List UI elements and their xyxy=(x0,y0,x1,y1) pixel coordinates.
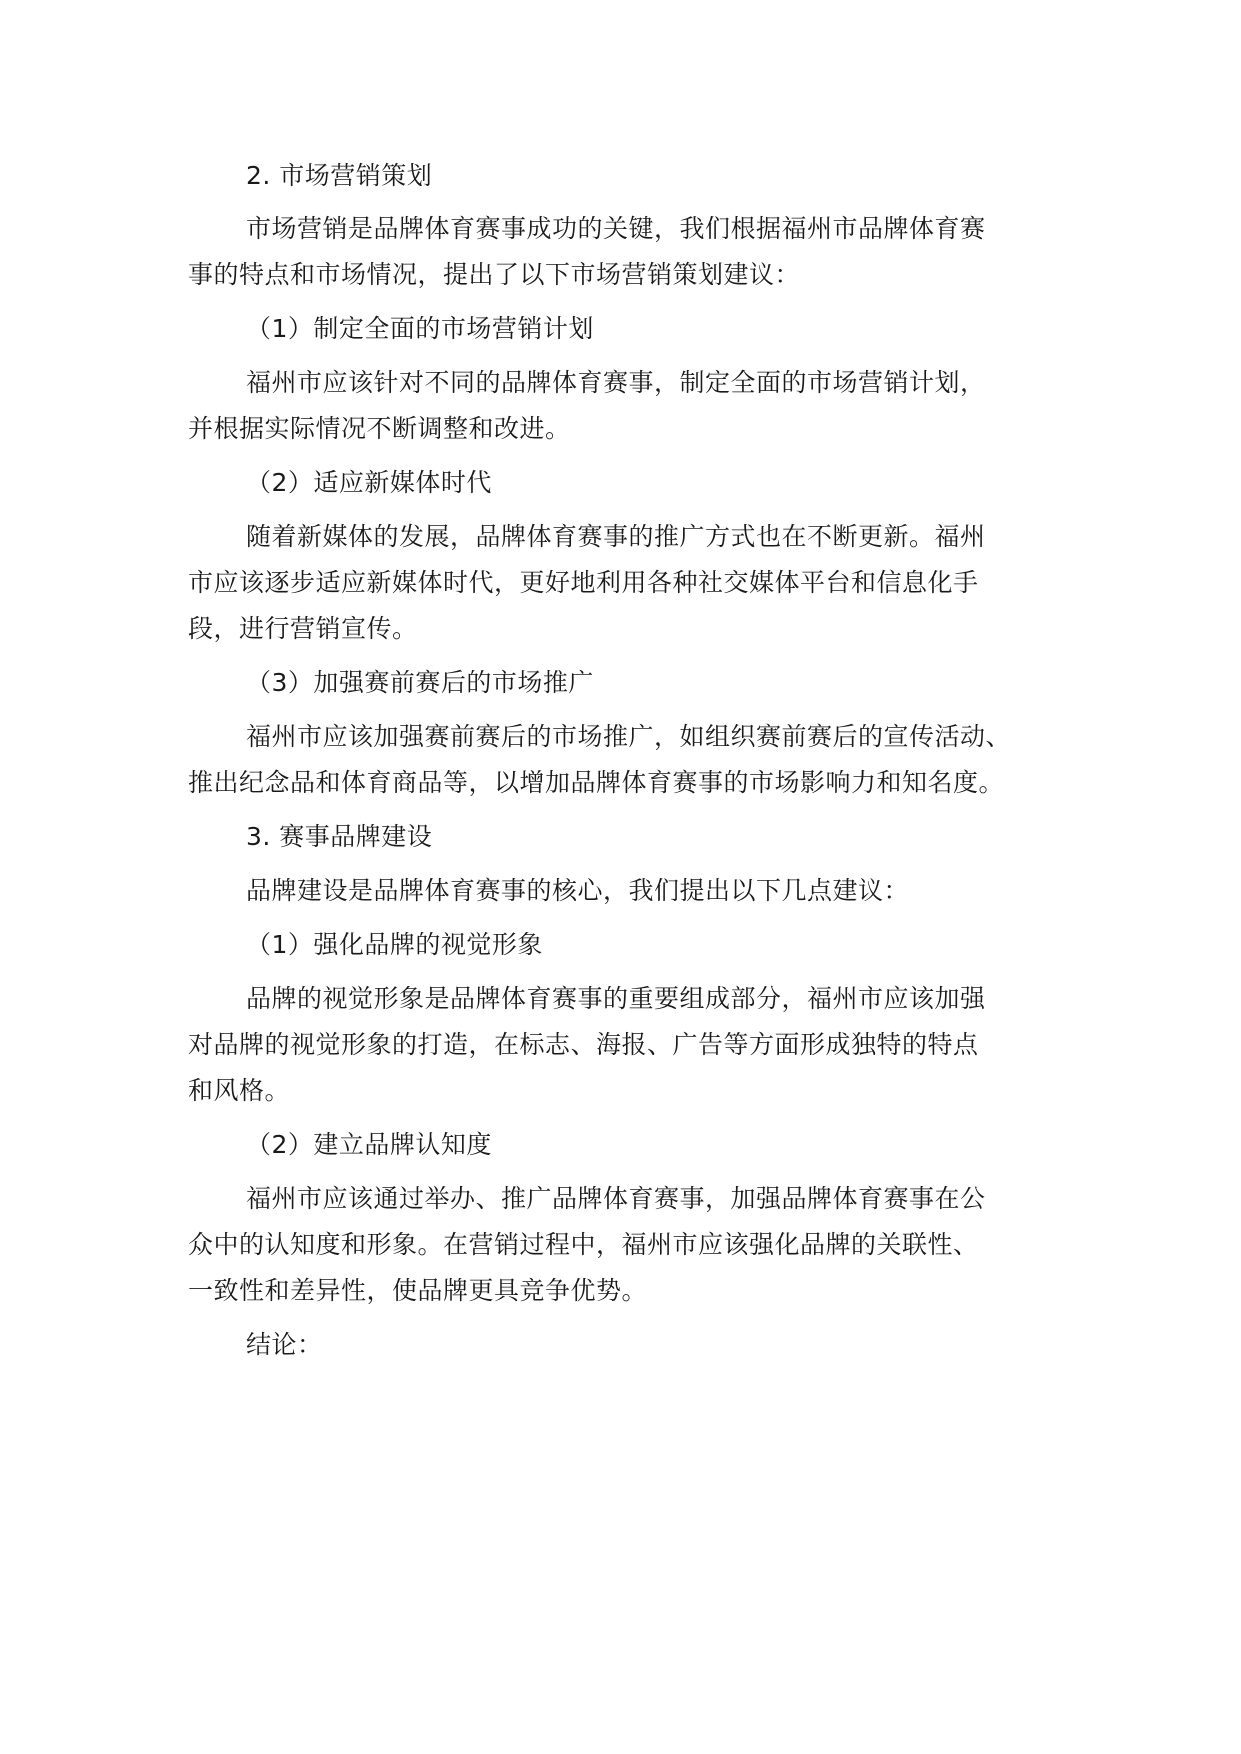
paragraph-line: 对品牌的视觉形象的打造，在标志、海报、广告等方面形成独特的特点 xyxy=(188,1030,979,1059)
subheading-pre-post-event: （3）加强赛前赛后的市场推广 xyxy=(246,668,594,697)
paragraph-line: 品牌建设是品牌体育赛事的核心，我们提出以下几点建议： xyxy=(246,876,910,905)
paragraph-line: 众中的认知度和形象。在营销过程中，福州市应该强化品牌的关联性、 xyxy=(188,1230,979,1259)
paragraph-line: 一致性和差异性，使品牌更具竞争优势。 xyxy=(188,1276,648,1305)
section-heading-brand-building: 3. 赛事品牌建设 xyxy=(246,822,433,851)
subheading-marketing-plan: （1）制定全面的市场营销计划 xyxy=(246,314,594,343)
subheading-new-media: （2）适应新媒体时代 xyxy=(246,468,492,497)
section-heading-marketing: 2. 市场营销策划 xyxy=(246,161,433,190)
paragraph-line: 福州市应该通过举办、推广品牌体育赛事，加强品牌体育赛事在公 xyxy=(246,1184,986,1213)
paragraph-line: 推出纪念品和体育商品等，以增加品牌体育赛事的市场影响力和知名度。 xyxy=(188,768,1005,797)
paragraph-line: 段，进行营销宣传。 xyxy=(188,614,418,643)
paragraph-line: 福州市应该加强赛前赛后的市场推广，如组织赛前赛后的宣传活动、 xyxy=(246,722,1012,751)
subheading-brand-awareness: （2）建立品牌认知度 xyxy=(246,1130,492,1159)
paragraph-line: 品牌的视觉形象是品牌体育赛事的重要组成部分，福州市应该加强 xyxy=(246,984,986,1013)
paragraph-line: 并根据实际情况不断调整和改进。 xyxy=(188,414,571,443)
paragraph-line: 随着新媒体的发展，品牌体育赛事的推广方式也在不断更新。福州 xyxy=(246,522,986,551)
subheading-visual-image: （1）强化品牌的视觉形象 xyxy=(246,930,543,959)
paragraph-line: 市应该逐步适应新媒体时代，更好地利用各种社交媒体平台和信息化手 xyxy=(188,568,979,597)
paragraph-line: 市场营销是品牌体育赛事成功的关键，我们根据福州市品牌体育赛 xyxy=(246,214,986,243)
paragraph-line: 和风格。 xyxy=(188,1076,291,1105)
paragraph-line: 福州市应该针对不同的品牌体育赛事，制定全面的市场营销计划， xyxy=(246,368,986,397)
paragraph-line: 事的特点和市场情况，提出了以下市场营销策划建议： xyxy=(188,260,801,289)
conclusion-heading: 结论： xyxy=(246,1330,323,1359)
